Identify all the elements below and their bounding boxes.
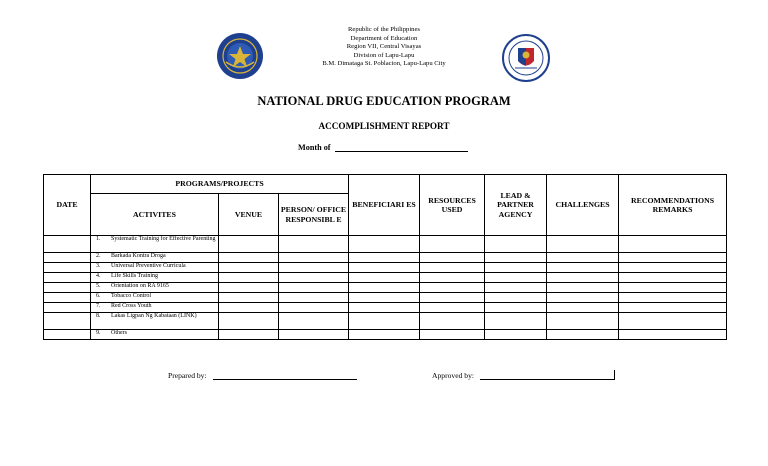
venue-cell[interactable]	[219, 293, 279, 303]
recommendations-cell[interactable]	[619, 303, 727, 313]
date-cell[interactable]	[44, 253, 91, 263]
activity-cell	[91, 303, 219, 313]
activity-number: 1.	[96, 236, 101, 242]
resources-cell[interactable]	[420, 283, 485, 293]
recommendations-cell[interactable]	[619, 313, 727, 330]
activity-text: Others	[111, 330, 127, 336]
recommendations-cell[interactable]	[619, 236, 727, 253]
venue-cell[interactable]	[219, 303, 279, 313]
venue-cell[interactable]	[219, 236, 279, 253]
beneficiaries-cell[interactable]	[349, 293, 420, 303]
prepared-by-line[interactable]	[213, 370, 357, 380]
challenges-cell[interactable]	[547, 253, 619, 263]
approved-by-label: Approved by:	[432, 371, 474, 380]
resources-cell[interactable]	[420, 303, 485, 313]
lead-cell[interactable]	[485, 236, 547, 253]
activity-number: 9.	[96, 330, 101, 336]
venue-cell[interactable]	[219, 273, 279, 283]
beneficiaries-cell[interactable]	[349, 313, 420, 330]
challenges-cell[interactable]	[547, 283, 619, 293]
lead-cell[interactable]	[485, 283, 547, 293]
activity-number: 7.	[96, 303, 101, 309]
activity-text: Universal Preventive Curricula	[111, 263, 186, 269]
recommendations-cell[interactable]	[619, 293, 727, 303]
resources-cell[interactable]	[420, 236, 485, 253]
letterhead	[0, 26, 768, 86]
activity-text: Orientation on RA 9165	[111, 283, 169, 289]
beneficiaries-cell[interactable]	[349, 273, 420, 283]
address-line: B.M. Dimataga St. Poblacion, Lapu-Lapu City	[322, 60, 446, 68]
date-cell[interactable]	[44, 303, 91, 313]
activity-number: 5.	[96, 283, 101, 289]
activity-text: Systematic Training for Effective Parenting	[111, 236, 216, 242]
person-cell[interactable]	[279, 263, 349, 273]
header-person-office: PERSON/ OFFICE RESPONSIBL E	[279, 194, 349, 236]
table-row	[44, 263, 727, 273]
month-label: Month of	[298, 143, 331, 152]
page-subtitle: ACCOMPLISHMENT REPORT	[318, 121, 450, 131]
activity-cell	[91, 273, 219, 283]
header-challenges: CHALLENGES	[547, 175, 619, 236]
resources-cell[interactable]	[420, 253, 485, 263]
venue-cell[interactable]	[219, 253, 279, 263]
date-cell[interactable]	[44, 273, 91, 283]
lead-cell[interactable]	[485, 330, 547, 340]
challenges-cell[interactable]	[547, 263, 619, 273]
person-cell[interactable]	[279, 283, 349, 293]
lead-cell[interactable]	[485, 303, 547, 313]
person-cell[interactable]	[279, 293, 349, 303]
prepared-by-label: Prepared by:	[168, 371, 207, 380]
month-blank-line[interactable]	[335, 142, 468, 152]
resources-cell[interactable]	[420, 313, 485, 330]
challenges-cell[interactable]	[547, 313, 619, 330]
activity-cell	[91, 253, 219, 263]
lead-cell[interactable]	[485, 273, 547, 283]
activity-number: 3.	[96, 263, 101, 269]
challenges-cell[interactable]	[547, 303, 619, 313]
person-cell[interactable]	[279, 236, 349, 253]
approved-by-field	[432, 370, 615, 380]
address-line: Department of Education	[350, 34, 418, 42]
activity-cell	[91, 263, 219, 273]
activity-number: 4.	[96, 273, 101, 279]
beneficiaries-cell[interactable]	[349, 303, 420, 313]
person-cell[interactable]	[279, 303, 349, 313]
beneficiaries-cell[interactable]	[349, 330, 420, 340]
lead-cell[interactable]	[485, 253, 547, 263]
accomplishment-table	[43, 174, 727, 340]
activity-cell	[91, 293, 219, 303]
beneficiaries-cell[interactable]	[349, 263, 420, 273]
beneficiaries-cell[interactable]	[349, 253, 420, 263]
beneficiaries-cell[interactable]	[349, 283, 420, 293]
header-venue: VENUE	[219, 194, 279, 236]
header-programs-projects: PROGRAMS/PROJECTS	[91, 175, 349, 194]
resources-cell[interactable]	[420, 273, 485, 283]
table-row	[44, 303, 727, 313]
recommendations-cell[interactable]	[619, 283, 727, 293]
recommendations-cell[interactable]	[619, 273, 727, 283]
activity-text: Life Skills Training	[111, 273, 159, 279]
date-cell[interactable]	[44, 283, 91, 293]
challenges-cell[interactable]	[547, 293, 619, 303]
table-row	[44, 236, 727, 253]
venue-cell[interactable]	[219, 263, 279, 273]
activity-text: Red Cross Youth	[111, 303, 152, 309]
date-cell[interactable]	[44, 293, 91, 303]
header-resources: RESOURCES USED	[420, 175, 485, 236]
date-cell[interactable]	[44, 313, 91, 330]
recommendations-cell[interactable]	[619, 253, 727, 263]
activity-cell	[91, 330, 219, 340]
activity-number: 6.	[96, 293, 101, 299]
activity-number: 8.	[96, 313, 101, 319]
person-cell[interactable]	[279, 273, 349, 283]
table-row	[44, 253, 727, 263]
activity-text: Lakas Ligpan Ng Kabataan (LINK)	[111, 313, 197, 319]
activity-text: Tobacco Control	[111, 293, 152, 299]
date-cell[interactable]	[44, 236, 91, 253]
activity-text: Barkada Kontra Droga	[111, 253, 166, 259]
activity-cell	[91, 283, 219, 293]
person-cell[interactable]	[279, 253, 349, 263]
table-row	[44, 313, 727, 330]
date-cell[interactable]	[44, 330, 91, 340]
beneficiaries-cell[interactable]	[349, 236, 420, 253]
venue-cell[interactable]	[219, 330, 279, 340]
deped-seal-icon	[502, 34, 550, 82]
month-field	[298, 142, 468, 152]
table-row	[44, 273, 727, 283]
header-activities: ACTIVITES	[91, 194, 219, 236]
address-line: Division of Lapu-Lapu	[353, 51, 415, 59]
division-seal-icon	[216, 32, 264, 80]
resources-cell[interactable]	[420, 330, 485, 340]
recommendations-cell[interactable]	[619, 263, 727, 273]
person-cell[interactable]	[279, 313, 349, 330]
recommendations-cell[interactable]	[619, 330, 727, 340]
table-row	[44, 283, 727, 293]
lead-cell[interactable]	[485, 313, 547, 330]
resources-cell[interactable]	[420, 263, 485, 273]
table-row	[44, 293, 727, 303]
address-line: Republic of the Philippines	[348, 26, 420, 33]
address-block	[284, 26, 484, 69]
page-title: NATIONAL DRUG EDUCATION PROGRAM	[257, 94, 511, 108]
resources-cell[interactable]	[420, 293, 485, 303]
header-lead-partner: LEAD & PARTNER AGENCY	[485, 175, 547, 236]
venue-cell[interactable]	[219, 313, 279, 330]
header-beneficiaries: BENEFICIARI ES	[349, 175, 420, 236]
header-recommendations: RECOMMENDATIONS REMARKS	[619, 175, 727, 236]
challenges-cell[interactable]	[547, 273, 619, 283]
activity-number: 2.	[96, 253, 101, 259]
activity-cell	[91, 313, 219, 330]
address-line: Region VII, Central Visayas	[346, 43, 422, 51]
header-date: DATE	[44, 175, 91, 236]
person-cell[interactable]	[279, 330, 349, 340]
challenges-cell[interactable]	[547, 330, 619, 340]
approved-by-line[interactable]	[480, 370, 615, 380]
prepared-by-field	[168, 370, 357, 380]
table-row	[44, 330, 727, 340]
challenges-cell[interactable]	[547, 236, 619, 253]
lead-cell[interactable]	[485, 293, 547, 303]
venue-cell[interactable]	[219, 283, 279, 293]
lead-cell[interactable]	[485, 263, 547, 273]
date-cell[interactable]	[44, 263, 91, 273]
activity-cell	[91, 236, 219, 253]
